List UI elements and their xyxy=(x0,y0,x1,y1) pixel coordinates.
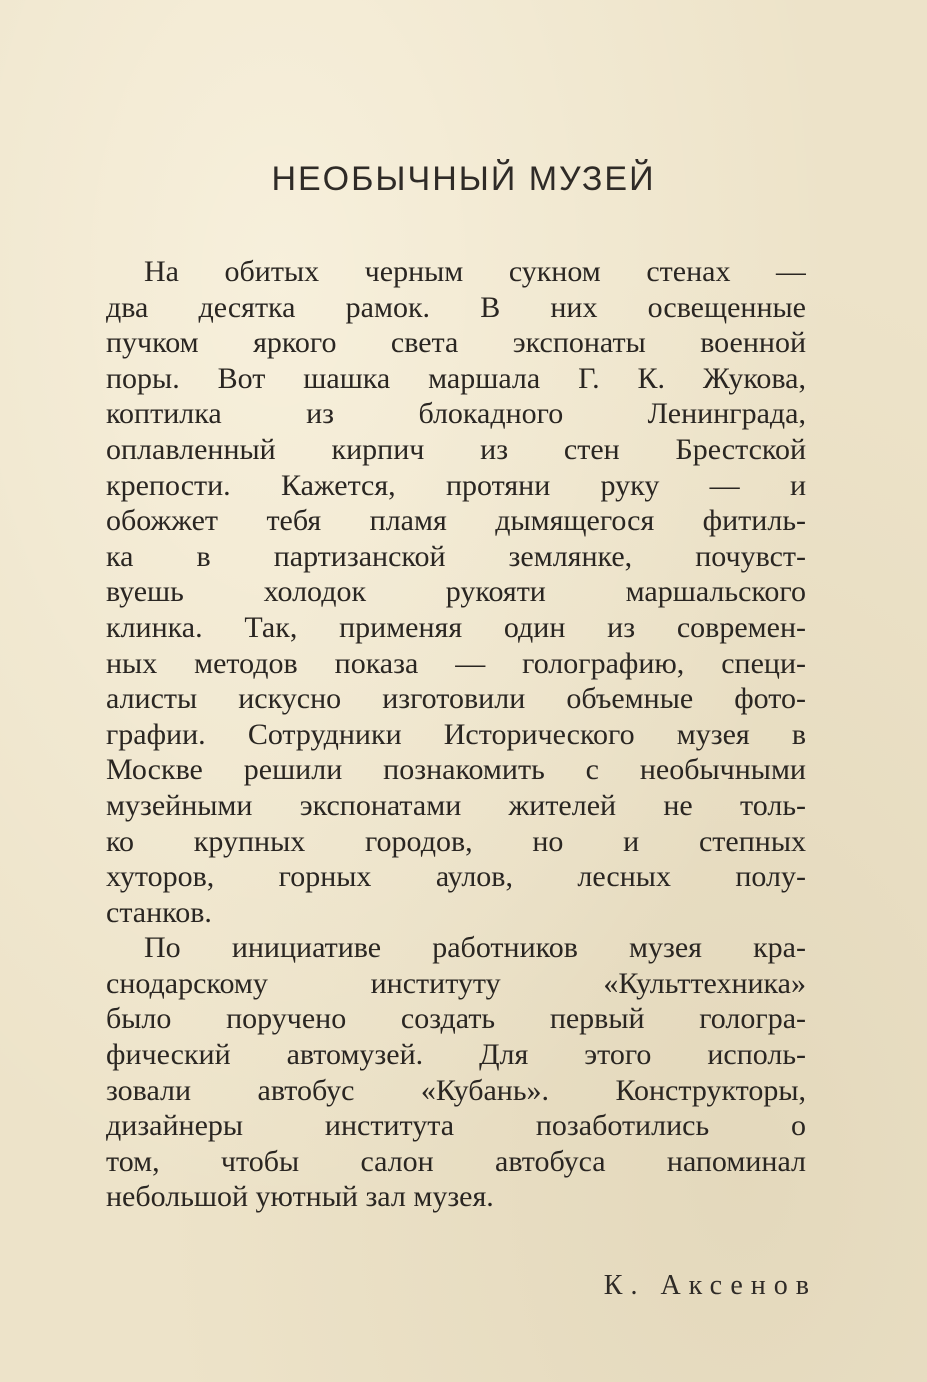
text-line: графии. Сотрудники Исторического музея в xyxy=(106,717,806,751)
text-line: снодарскому институту «Культтехника» xyxy=(106,966,806,1000)
article-title: НЕОБЫЧНЫЙ МУЗЕЙ xyxy=(271,160,656,198)
text-line: хуторов, горных аулов, лесных полу- xyxy=(106,860,806,894)
text-line: ка в партизанской землянке, почувст- xyxy=(106,539,806,573)
text-line: пучком яркого света экспонаты военной xyxy=(106,326,806,360)
text-line: вуешь холодок рукояти маршальского xyxy=(106,575,806,609)
text-line: станков. xyxy=(106,895,212,929)
paragraph-2 xyxy=(106,930,806,1215)
text-line: дизайнеры института позаботились о xyxy=(106,1109,806,1143)
text-line: крепости. Кажется, протяни руку — и xyxy=(106,468,806,502)
text-line: было поручено создать первый гологра- xyxy=(106,1002,806,1036)
text-line: коптилка из блокадного Ленинграда, xyxy=(106,397,806,431)
text-line: два десятка рамок. В них освещенные xyxy=(106,290,806,324)
text-line: музейными экспонатами жителей не толь- xyxy=(106,788,806,822)
text-line: алисты искусно изготовили объемные фото- xyxy=(106,682,806,716)
paragraph-1 xyxy=(106,254,806,930)
text-line: Москве решили познакомить с необычными xyxy=(106,753,806,787)
article-body xyxy=(106,254,806,1215)
text-line: По инициативе работников музея кра- xyxy=(144,931,806,965)
text-line: небольшой уютный зал музея. xyxy=(106,1180,494,1214)
text-line: клинка. Так, применяя один из современ- xyxy=(106,610,806,644)
text-line: зовали автобус «Кубань». Конструкторы, xyxy=(106,1073,806,1107)
text-line: На обитых черным сукном стенах — xyxy=(144,255,806,288)
text-line: ных методов показа — голографию, специ- xyxy=(106,646,806,680)
text-line: оплавленный кирпич из стен Брестской xyxy=(106,432,806,466)
text-line: том, чтобы салон автобуса напоминал xyxy=(106,1144,806,1178)
text-line: обожжет тебя пламя дымящегося фитиль- xyxy=(106,504,806,538)
text-line: ко крупных городов, но и степных xyxy=(106,824,806,858)
text-line: фический автомузей. Для этого исполь- xyxy=(106,1038,806,1072)
author-signature: К. Аксенов xyxy=(603,1270,817,1301)
text-line: поры. Вот шашка маршала Г. К. Жукова, xyxy=(106,361,806,395)
